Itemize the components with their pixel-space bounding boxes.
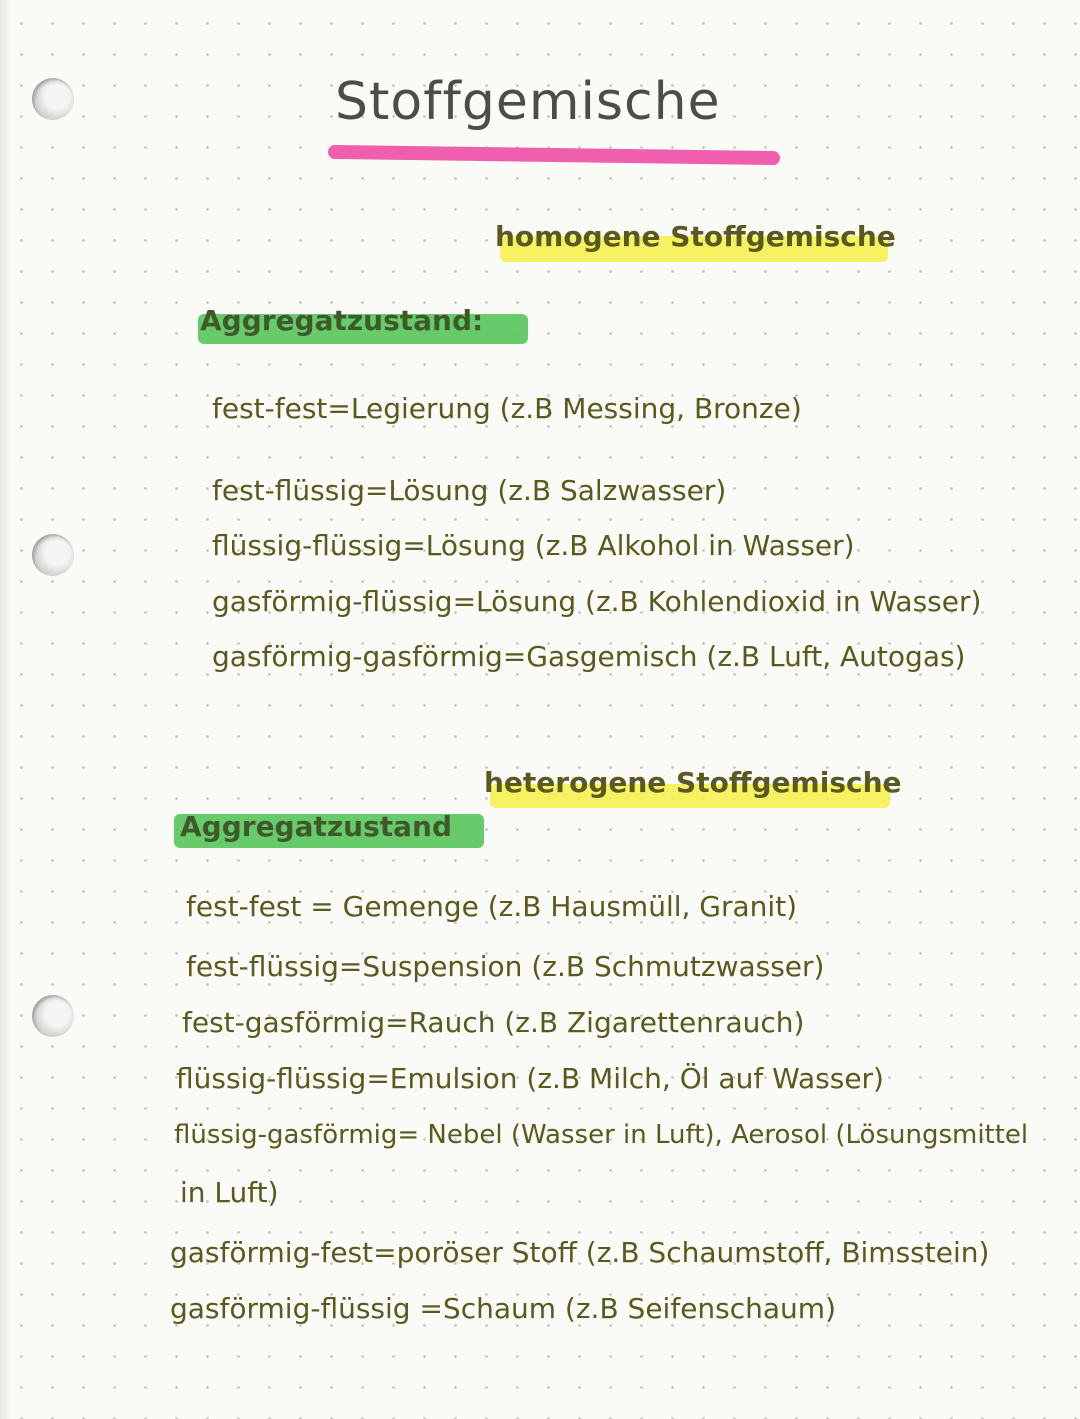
homogeneous-line-2: fest-flüssig=Lösung (z.B Salzwasser) [212, 474, 727, 507]
heterogeneous-line-8: gasförmig-flüssig =Schaum (z.B Seifenschaum) [170, 1292, 836, 1325]
heterogeneous-line-4: flüssig-flüssig=Emulsion (z.B Milch, Öl auf Wasser) [176, 1062, 884, 1095]
title-underline [328, 145, 780, 165]
heterogeneous-subheading: Aggregatzustand [180, 810, 453, 843]
heterogeneous-line-1: fest-fest = Gemenge (z.B Hausmüll, Granit) [186, 890, 798, 923]
homogeneous-heading: homogene Stoffgemische [495, 220, 896, 253]
heterogeneous-line-7: gasförmig-fest=poröser Stoff (z.B Schaumstoff, Bimsstein) [170, 1236, 990, 1269]
homogeneous-line-3: flüssig-flüssig=Lösung (z.B Alkohol in Wasser) [212, 529, 855, 562]
homogeneous-line-1: fest-fest=Legierung (z.B Messing, Bronze) [212, 392, 802, 425]
heterogeneous-line-6: in Luft) [180, 1176, 279, 1209]
punch-hole-bottom [32, 995, 74, 1037]
heterogeneous-line-2: fest-flüssig=Suspension (z.B Schmutzwasser) [186, 950, 825, 983]
punch-hole-middle [32, 534, 74, 576]
homogeneous-subheading: Aggregatzustand: [200, 304, 484, 337]
homogeneous-line-4: gasförmig-flüssig=Lösung (z.B Kohlendioxid in Wasser) [212, 585, 982, 618]
heterogeneous-line-5: flüssig-gasförmig= Nebel (Wasser in Luft), Aerosol (Lösungsmittel [174, 1120, 1029, 1150]
heterogeneous-line-3: fest-gasförmig=Rauch (z.B Zigarettenrauch) [182, 1006, 805, 1039]
page-title: Stoffgemische [335, 72, 721, 132]
punch-hole-top [32, 78, 74, 120]
heterogeneous-heading: heterogene Stoffgemische [484, 766, 902, 799]
homogeneous-line-5: gasförmig-gasförmig=Gasgemisch (z.B Luft, Autogas) [212, 640, 966, 673]
page-edge [0, 0, 10, 1419]
